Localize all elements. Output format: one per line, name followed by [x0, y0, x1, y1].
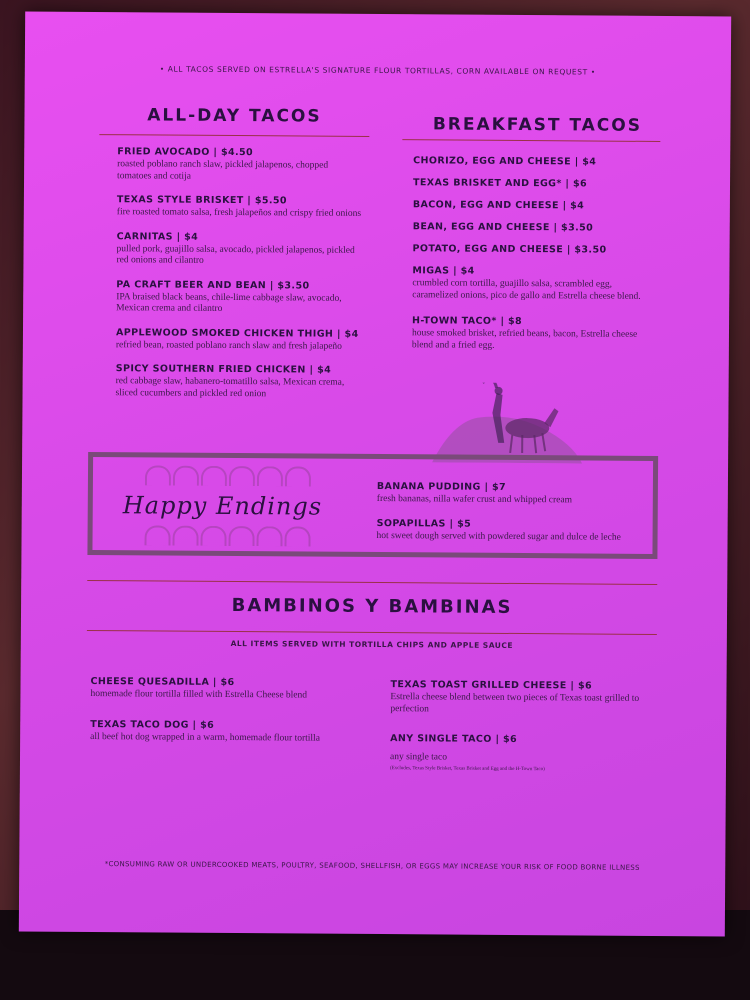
all-day-rule	[99, 134, 369, 137]
decorative-arch	[172, 526, 198, 546]
menu-item	[377, 481, 647, 507]
item-desc: house smoked brisket, refried beans, bacon, Estrella cheese blend and a fried egg.	[411, 328, 638, 351]
item-title: ANY SINGLE TACO | $6	[390, 733, 518, 745]
all-day-tacos-heading: ALL-DAY TACOS	[147, 105, 322, 127]
kids-right-list	[390, 679, 641, 784]
menu-item	[413, 221, 653, 234]
menu-item	[412, 265, 652, 303]
decorative-arch	[145, 465, 171, 485]
menu-item	[117, 146, 362, 184]
menu-item	[117, 194, 362, 220]
decorative-arch	[285, 466, 311, 486]
item-title: SPICY SOUTHERN FRIED CHICKEN | $4	[115, 363, 332, 376]
decorative-arch	[256, 526, 282, 546]
item-title: TEXAS STYLE BRISKET | $5.50	[116, 194, 287, 207]
menu-item	[116, 279, 361, 317]
item-title: BEAN, EGG AND CHEESE | $3.50	[412, 221, 594, 234]
menu-item	[413, 199, 653, 212]
menu-item	[116, 327, 361, 353]
item-desc: Estrella cheese blend between two pieces of Texas toast grilled to perfection	[390, 692, 640, 714]
item-desc: fresh bananas, nilla wafer crust and whipped cream	[376, 494, 573, 506]
item-title: BACON, EGG AND CHEESE | $4	[412, 199, 585, 212]
happy-endings-title: Happy Endings	[122, 491, 323, 521]
kids-subheading: ALL ITEMS SERVED WITH TORTILLA CHIPS AND APPLE SAUCE	[230, 638, 514, 650]
dessert-list	[376, 481, 647, 556]
breakfast-rule	[402, 139, 660, 142]
item-desc: pulled pork, guajillo salsa, avocado, pickled jalapenos, pickled red onions and cilantro	[116, 243, 355, 266]
decorative-arch	[200, 526, 226, 546]
cowboy-riding-donkey-illustration	[432, 382, 583, 463]
food-safety-footer: *CONSUMING RAW OR UNDERCOOKED MEATS, POULTRY, SEAFOOD, SHELLFISH, OR EGGS MAY INCREASE YOUR RISK OF FOOD BORNE ILLNESS	[104, 860, 640, 872]
item-desc: fire roasted tomato salsa, fresh jalapeños and crispy fried onions	[116, 207, 362, 219]
menu-item	[413, 155, 653, 168]
item-title: TEXAS TACO DOG | $6	[90, 718, 215, 731]
menu-item	[412, 315, 652, 353]
menu-item	[116, 363, 361, 401]
item-title: TEXAS TOAST GRILLED CHEESE | $6	[390, 679, 593, 692]
item-title: SOPAPILLAS | $5	[376, 517, 472, 530]
item-desc: IPA braised black beans, chile-lime cabbage slaw, avocado, Mexican crema and cilantro	[116, 291, 342, 314]
all-day-list	[115, 146, 362, 413]
item-title: MIGAS | $4	[412, 265, 475, 277]
item-desc: roasted poblano ranch slaw, pickled jalapenos, chopped tomatoes and cotija	[117, 159, 329, 182]
menu-item	[90, 676, 350, 702]
item-title: POTATO, EGG AND CHEESE | $3.50	[412, 243, 607, 256]
item-title: PA CRAFT BEER AND BEAN | $3.50	[116, 278, 310, 292]
menu-page	[19, 12, 731, 937]
donkey-head	[544, 408, 558, 427]
item-title: FRIED AVOCADO | $4.50	[117, 146, 254, 159]
item-desc: crumbled corn tortilla, guajillo salsa, scrambled egg, caramelized onions, pico de gallo and Estrella cheese blend.	[412, 278, 641, 302]
kids-left-list	[90, 676, 351, 757]
decorative-arch	[201, 466, 227, 486]
item-desc: refried bean, roasted poblano ranch slaw and fresh jalapeño	[115, 339, 342, 352]
menu-item	[90, 719, 350, 745]
item-desc: all beef hot dog wrapped in a warm, homemade flour tortilla	[90, 731, 320, 744]
decorative-arch	[257, 466, 283, 486]
item-title: CHEESE QUESADILLA | $6	[90, 676, 235, 689]
item-title: CHORIZO, EGG AND CHEESE | $4	[413, 155, 597, 168]
item-desc: any single taco	[389, 752, 448, 763]
item-desc: homemade flour tortilla filled with Estrella Cheese blend	[90, 689, 308, 701]
decorative-arch	[228, 526, 254, 546]
menu-item	[413, 177, 653, 190]
breakfast-list	[412, 155, 653, 364]
item-title: H-TOWN TACO* | $8	[412, 315, 523, 328]
menu-item	[390, 733, 640, 772]
item-title: APPLEWOOD SMOKED CHICKEN THIGH | $4	[115, 326, 359, 340]
decorative-arch	[284, 526, 310, 546]
item-desc: hot sweet dough served with powdered sugar and dulce de leche	[376, 530, 621, 543]
kids-heading: BAMBINOS Y BAMBINAS	[231, 595, 513, 618]
decorative-arch	[173, 466, 199, 486]
menu-item	[413, 243, 653, 256]
kids-bottom-rule	[87, 630, 657, 635]
breakfast-tacos-heading: BREAKFAST TACOS	[432, 114, 643, 136]
menu-item	[116, 231, 361, 269]
menu-item	[377, 518, 647, 544]
kids-top-rule	[87, 580, 657, 585]
item-desc: red cabbage slaw, habanero-tomatillo salsa, Mexican crema, sliced cucumbers and pickled red onion	[115, 376, 345, 399]
decorative-arch	[229, 466, 255, 486]
item-title: TEXAS BRISKET AND EGG* | $6	[412, 177, 588, 190]
rider-tail	[483, 382, 497, 387]
menu-item	[390, 679, 640, 717]
exclusion-note: (Excludes, Texas Style Brisket, Texas Brisket and Egg and the H-Town Taco)	[389, 765, 545, 772]
item-title: CARNITAS | $4	[116, 230, 199, 243]
item-title: BANANA PUDDING | $7	[376, 481, 507, 493]
happy-endings-box	[87, 452, 658, 559]
decorative-arch	[144, 525, 170, 545]
tortilla-notice: • ALL TACOS SERVED ON ESTRELLA'S SIGNATURE FLOUR TORTILLAS, CORN AVAILABLE ON REQUEST •	[159, 64, 596, 77]
